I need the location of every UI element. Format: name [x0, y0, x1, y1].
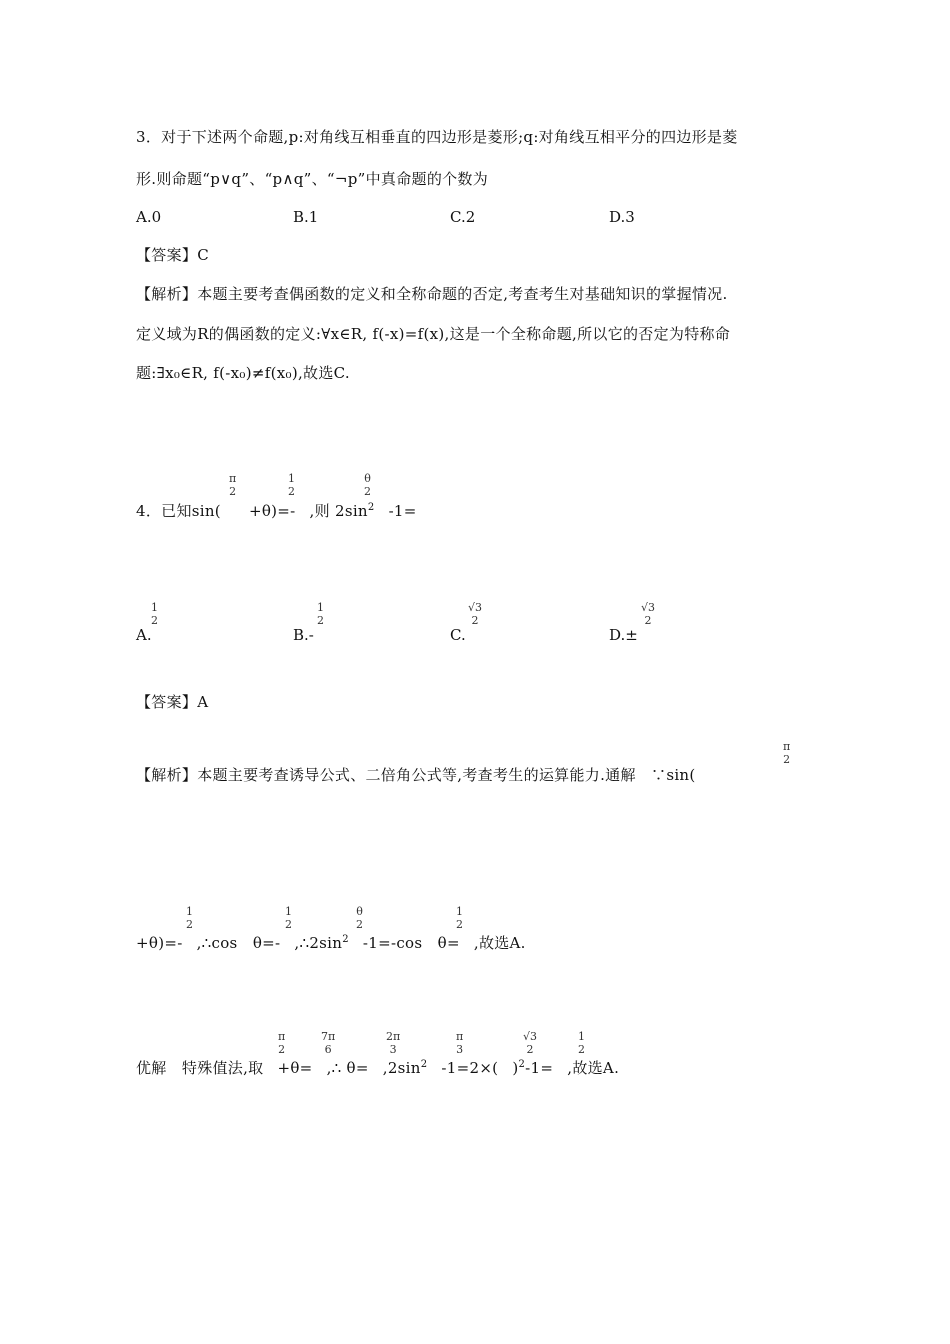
q4-exp-frac-half-2 [285, 905, 292, 931]
q4-exp3-frac-2pi-over-3 [386, 1030, 400, 1056]
exp3-part-g: -1= [525, 1059, 554, 1077]
q3-option-a: A.0 [136, 208, 162, 226]
q3-explanation-line-1: 【解析】本题主要考查偶函数的定义和全称命题的否定,考查考生对基础知识的掌握情况. [136, 285, 728, 303]
exp3-part-c: ,∴ θ= [326, 1059, 369, 1077]
q4-stem-sup: 2 [367, 502, 375, 513]
q4-exp-frac-half-1 [186, 905, 193, 931]
q4-option-d: D.± [609, 626, 638, 644]
q4-frac-pi-over-2 [229, 472, 236, 498]
q4-stem [136, 498, 417, 521]
q4-option-a: A. [136, 626, 152, 644]
exp3-part-e: -1=2×( [441, 1059, 499, 1077]
frac-denominator: 2 [186, 918, 193, 931]
frac-numerator: π [783, 740, 791, 753]
q4-option-a-frac [151, 601, 158, 627]
exp2-part-b: ,∴cos θ=- [196, 934, 281, 952]
frac-numerator: 1 [456, 905, 463, 918]
frac-numerator: π [456, 1030, 464, 1043]
frac-denominator: 2 [456, 918, 463, 931]
q4-stem-part-d: -1= [388, 502, 417, 520]
frac-numerator: √3 [523, 1030, 538, 1043]
q4-frac-half [288, 472, 295, 498]
frac-numerator: θ [356, 905, 363, 918]
q3-stem-line-2: 形.则命题“p∨q”、“p∧q”、“¬p”中真命题的个数为 [136, 170, 489, 188]
q4-option-b: B.- [293, 626, 314, 644]
q4-stem-part-b: +θ)=- [248, 502, 296, 520]
frac-denominator: 2 [317, 614, 324, 627]
q4-explanation-line-1: 【解析】本题主要考查诱导公式、二倍角公式等,考查考生的运算能力.通解 ∵sin( [136, 766, 696, 784]
exp2-part-a: +θ)=- [136, 934, 183, 952]
exp2-part-e: ,故选A. [473, 934, 526, 952]
frac-denominator: 2 [278, 1043, 286, 1056]
q4-exp-frac-half-3 [456, 905, 463, 931]
exp3-sup: 2 [420, 1059, 428, 1070]
frac-numerator: √3 [641, 601, 656, 614]
q4-exp3-frac-pi-over-3 [456, 1030, 463, 1056]
q3-explanation-line-2: 定义域为R的偶函数的定义:∀x∈R, f(-x)=f(x),这是一个全称命题,所以它的否定为特称命 [136, 325, 731, 343]
frac-denominator: 2 [644, 614, 652, 627]
q4-explanation-line-3 [136, 1055, 619, 1078]
q4-exp3-frac-7pi-over-6 [321, 1030, 335, 1056]
exp3-part-b: +θ= [277, 1059, 313, 1077]
q4-option-b-frac [317, 601, 324, 627]
q4-explanation-line-2 [136, 930, 526, 953]
q4-exp-frac-theta-over-2 [356, 905, 363, 931]
frac-numerator: 1 [578, 1030, 585, 1043]
q4-stem-part-a: 4．已知sin( [136, 502, 221, 520]
q4-exp3-frac-half [578, 1030, 585, 1056]
q4-exp3-frac-pi-over-2 [278, 1030, 285, 1056]
exp3-sup-2: 2 [518, 1059, 526, 1070]
exp2-part-d: -1=-cos θ= [362, 934, 460, 952]
q3-stem-line-1: 3．对于下述两个命题,p:对角线互相垂直的四边形是菱形;q:对角线互相平分的四边形是菱 [136, 128, 738, 146]
frac-numerator: 1 [151, 601, 158, 614]
frac-denominator: 2 [526, 1043, 534, 1056]
frac-denominator: 2 [288, 485, 295, 498]
frac-numerator: π [278, 1030, 286, 1043]
q4-option-c-frac [468, 601, 482, 627]
q3-explanation-line-3: 题:∃x₀∈R, f(-x₀)≠f(x₀),故选C. [136, 364, 350, 382]
q4-option-c: C. [450, 626, 466, 644]
frac-numerator: 7π [321, 1030, 336, 1043]
frac-denominator: 2 [356, 918, 363, 931]
frac-numerator: 2π [386, 1030, 401, 1043]
exp3-part-a: 优解 特殊值法,取 [136, 1059, 264, 1077]
exp3-part-h: ,故选A. [567, 1059, 620, 1077]
q4-exp3-frac-sqrt3-over-2 [523, 1030, 537, 1056]
frac-numerator: 1 [285, 905, 292, 918]
frac-denominator: 2 [285, 918, 292, 931]
exp2-part-c: ,∴2sin [294, 934, 343, 952]
frac-numerator: θ [364, 472, 371, 485]
q3-option-d: D.3 [609, 208, 635, 226]
q4-exp-frac-pi-over-2 [783, 740, 790, 766]
frac-numerator: π [229, 472, 237, 485]
frac-numerator: √3 [468, 601, 483, 614]
frac-denominator: 2 [783, 753, 791, 766]
exp3-part-f: ) [512, 1059, 519, 1077]
q3-option-c: C.2 [450, 208, 476, 226]
frac-numerator: 1 [288, 472, 295, 485]
frac-denominator: 2 [151, 614, 158, 627]
frac-denominator: 2 [364, 485, 371, 498]
q3-option-b: B.1 [293, 208, 319, 226]
q4-frac-theta-over-2 [364, 472, 371, 498]
q4-option-d-frac [641, 601, 655, 627]
q4-answer: 【答案】A [136, 693, 209, 711]
frac-numerator: 1 [317, 601, 324, 614]
frac-denominator: 6 [324, 1043, 332, 1056]
frac-denominator: 2 [229, 485, 237, 498]
q3-answer: 【答案】C [136, 246, 209, 264]
frac-denominator: 3 [456, 1043, 464, 1056]
frac-numerator: 1 [186, 905, 193, 918]
q4-stem-part-c: ,则 2sin [309, 502, 368, 520]
exp2-sup: 2 [342, 934, 349, 945]
frac-denominator: 2 [471, 614, 479, 627]
frac-denominator: 2 [578, 1043, 585, 1056]
exp3-part-d: ,2sin [382, 1059, 421, 1077]
frac-denominator: 3 [389, 1043, 397, 1056]
